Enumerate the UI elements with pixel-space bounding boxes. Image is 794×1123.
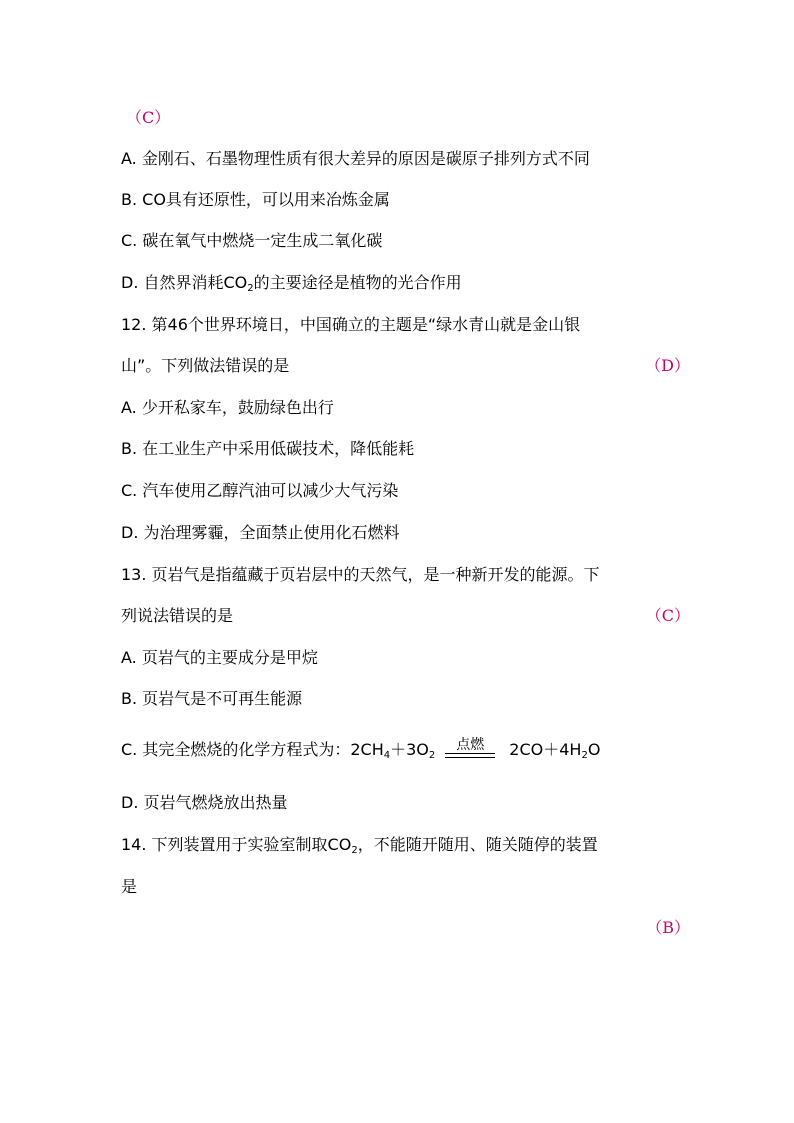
q13-option-b: B. 页岩气是不可再生能源 — [121, 689, 303, 708]
q11-option-c: C. 碳在氧气中燃烧一定生成二氧化碳 — [121, 231, 383, 250]
q14-stem-pre: 14. 下列装置用于实验室制取CO — [121, 835, 352, 854]
q11-option-d-post: 的主要途径是植物的光合作用 — [253, 273, 462, 292]
q13-h2o-sub: 2 — [581, 750, 588, 761]
q14-co2-sub: 2 — [351, 845, 358, 856]
q12-option-a: A. 少开私家车，鼓励绿色出行 — [121, 398, 334, 417]
q11-option-d-sub: 2 — [247, 283, 254, 294]
equals-sign — [445, 753, 495, 758]
q14-answer: （B） — [646, 918, 690, 937]
q12-option-c: C. 汽车使用乙醇汽油可以减少大气污染 — [121, 481, 399, 500]
q12-stem-line2: 山”。下列做法错误的是 — [121, 356, 290, 375]
q13-option-d: D. 页岩气燃烧放出热量 — [121, 793, 288, 812]
q11-option-d — [121, 273, 462, 293]
q14-stem-line2: 是 — [121, 877, 138, 896]
q13-option-a: A. 页岩气的主要成分是甲烷 — [121, 648, 318, 667]
q11-option-d-pre: D. 自然界消耗CO — [121, 273, 248, 292]
reaction-condition — [445, 737, 495, 758]
q13-option-c-post: 2CO＋4H — [509, 740, 582, 759]
q14-stem-line1 — [121, 835, 598, 855]
q12-option-d: D. 为治理雾霾，全面禁止使用化石燃料 — [121, 523, 400, 542]
q13-stem-line2: 列说法错误的是 — [121, 606, 234, 625]
q12-option-b: B. 在工业生产中采用低碳技术，降低能耗 — [121, 439, 415, 458]
q13-option-c — [121, 737, 601, 761]
q13-ch4-sub: 4 — [383, 750, 391, 761]
q13-stem-line1: 13. 页岩气是指蕴藏于页岩层中的天然气，是一种新开发的能源。下 — [121, 565, 600, 584]
q13-option-c-pre: C. 其完全燃烧的化学方程式为：2CH — [121, 740, 384, 759]
q11-option-b: B. CO具有还原性，可以用来冶炼金属 — [121, 190, 390, 209]
reaction-condition-label: 点燃 — [456, 737, 485, 753]
q13-option-c-end: O — [587, 740, 601, 759]
q14-stem-post: ，不能随开随用、随关随停的装置 — [357, 835, 598, 854]
q13-o2-sub: 2 — [428, 750, 436, 761]
q12-answer: （D） — [645, 356, 690, 375]
q11-answer: （C） — [126, 108, 171, 127]
q11-option-a: A. 金刚石、石墨物理性质有很大差异的原因是碳原子排列方式不同 — [121, 149, 590, 168]
q13-answer: （C） — [645, 606, 690, 625]
q13-option-c-mid: ＋3O — [390, 740, 429, 759]
q12-stem-line1: 12. 第46个世界环境日，中国确立的主题是“绿水青山就是金山银 — [121, 315, 581, 334]
